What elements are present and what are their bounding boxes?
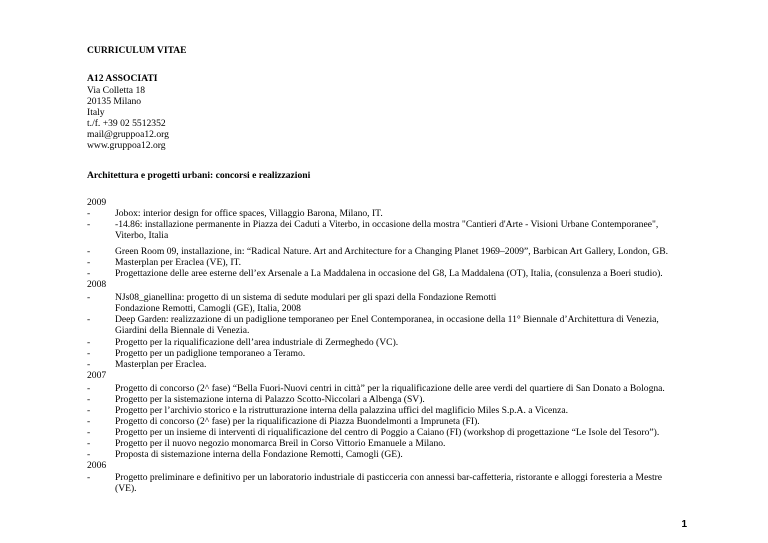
bullet-dash: - <box>87 246 91 257</box>
bullet-dash: - <box>87 449 91 460</box>
address-country: Italy <box>87 107 105 118</box>
list-item: Progetto preliminare e definitivo per un laboratorio industriale di pasticceria con annessi bar-caffetteria, ristorante e alloggi foresteria a Mestre <box>115 472 663 483</box>
year-2008: 2008 <box>87 279 107 290</box>
bullet-dash: - <box>87 438 91 449</box>
list-item: Jobox: interior design for office spaces, Villaggio Barona, Milano, IT. <box>115 208 383 219</box>
org-name: A12 ASSOCIATI <box>87 73 158 84</box>
bullet-dash: - <box>87 208 91 219</box>
list-item-continuation: Giardini della Biennale di Venezia. <box>115 325 250 336</box>
page-number: 1 <box>681 519 687 530</box>
list-item: Progetto di concorso (2^ fase) “Bella Fuori-Nuovi centri in città” per la riqualificazione delle aree verdi del quartiere di San Donato a Bologna. <box>115 383 665 394</box>
list-item: Progetto per l’archivio storico e la ristrutturazione interna della palazzina uffici del maglificio Miles S.p.A. a Vicenza. <box>115 405 569 416</box>
bullet-dash: - <box>87 416 91 427</box>
bullet-dash: - <box>87 383 91 394</box>
list-item: Progetto per la riqualificazione dell’area industriale di Zermeghedo (VC). <box>115 337 399 348</box>
list-item: Progettazione delle aree esterne dell’ex Arsenale a La Maddalena in occasione del G8, La Maddalena (OT), Italia, (consulenza a Boeri studio). <box>115 268 663 279</box>
year-2006: 2006 <box>87 460 107 471</box>
list-item-continuation: Viterbo, Italia <box>115 230 169 241</box>
website: www.gruppoa12.org <box>87 140 166 151</box>
list-item-continuation: Fondazione Remotti, Camogli (GE), Italia, 2008 <box>115 303 301 314</box>
list-item: Progetto di concorso (2^ fase) per la riqualificazione di Piazza Buondelmonti a Impruneta (FI). <box>115 416 480 427</box>
bullet-dash: - <box>87 314 91 325</box>
list-item: NJs08_gianellina: progetto di un sistema di sedute modulari per gli spazi della Fondazione Remotti <box>115 292 497 303</box>
list-item-continuation: (VE). <box>115 483 137 494</box>
address-street: Via Colletta 18 <box>87 85 146 96</box>
year-2009: 2009 <box>87 197 107 208</box>
bullet-dash: - <box>87 348 91 359</box>
email: mail@gruppoa12.org <box>87 129 169 140</box>
list-item: Progetto per il nuovo negozio monomarca Breil in Corso Vittorio Emanuele a Milano. <box>115 438 446 449</box>
list-item: Progetto per la sistemazione interna di Palazzo Scotto-Niccolari a Albenga (SV). <box>115 394 425 405</box>
list-item: -14.86: installazione permanente in Piazza dei Caduti a Viterbo, in occasione della mostra "Cantieri d'Arte - Visioni Urbane Contemporanee", <box>115 219 659 230</box>
cv-title: CURRICULUM VITAE <box>87 45 187 56</box>
bullet-dash: - <box>87 359 91 370</box>
bullet-dash: - <box>87 257 91 268</box>
bullet-dash: - <box>87 337 91 348</box>
bullet-dash: - <box>87 292 91 303</box>
list-item: Green Room 09, installazione, in: “Radical Nature. Art and Architecture for a Changing Planet 1969–2009”, Barbican Art Gallery, London, GB. <box>115 246 669 257</box>
list-item: Progetto per un padiglione temporaneo a Teramo. <box>115 348 306 359</box>
bullet-dash: - <box>87 427 91 438</box>
bullet-dash: - <box>87 268 91 279</box>
bullet-dash: - <box>87 219 91 230</box>
address-city: 20135 Milano <box>87 96 142 107</box>
bullet-dash: - <box>87 405 91 416</box>
list-item: Masterplan per Eraclea. <box>115 359 207 370</box>
list-item: Masterplan per Eraclea (VE), IT. <box>115 257 242 268</box>
phone: t./f. +39 02 5512352 <box>87 118 166 129</box>
list-item: Progetto per un insieme di interventi di riqualificazione del centro di Poggio a Caiano (FI) (workshop di progettazione “Le Isole del Tesoro”). <box>115 427 660 438</box>
year-2007: 2007 <box>87 370 107 381</box>
bullet-dash: - <box>87 394 91 405</box>
list-item: Deep Garden: realizzazione di un padiglione temporaneo per Enel Contemporanea, in occasione della 11° Biennale d’Architettura di Venezia, <box>115 314 659 325</box>
section-title: Architettura e progetti urbani: concorsi e realizzazioni <box>87 170 311 181</box>
bullet-dash: - <box>87 472 91 483</box>
list-item: Proposta di sistemazione interna della Fondazione Remotti, Camogli (GE). <box>115 449 403 460</box>
